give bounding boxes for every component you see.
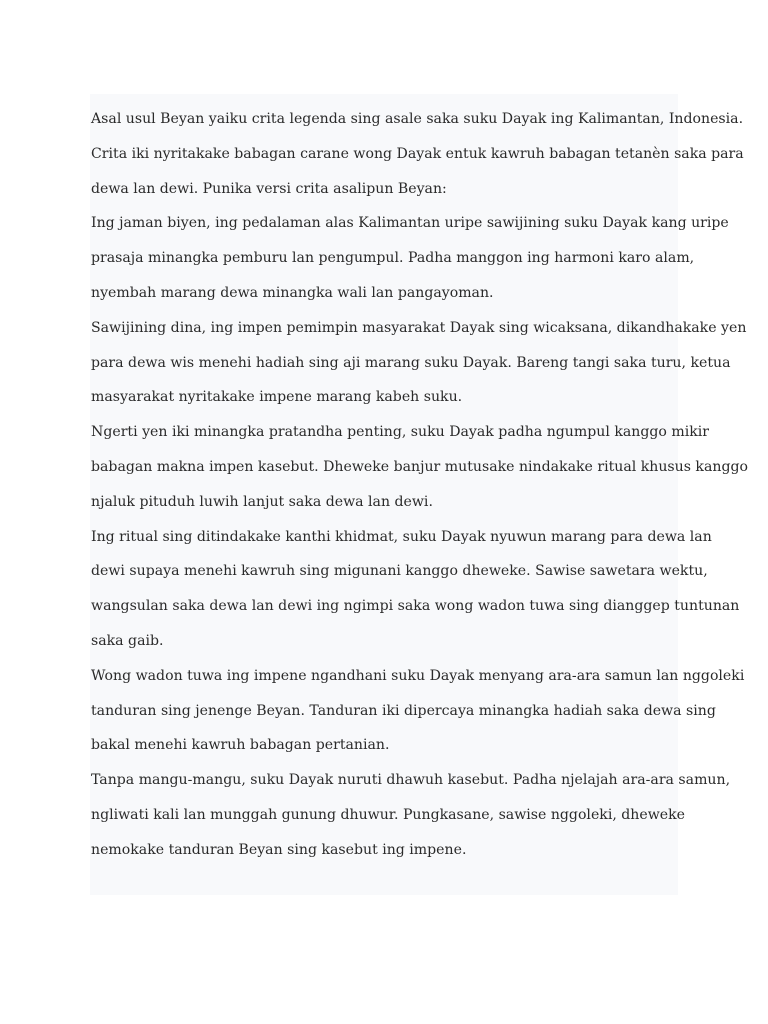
text-line: dewi supaya menehi kawruh sing migunani kanggo dheweke. Sawise sawetara wektu,	[91, 563, 708, 580]
text-line: tanduran sing jenenge Beyan. Tanduran iki dipercaya minangka hadiah saka dewa sing	[91, 702, 716, 719]
text-line: bakal menehi kawruh babagan pertanian.	[91, 737, 390, 754]
document-text-block	[90, 94, 748, 895]
text-line: Wong wadon tuwa ing impene ngandhani suku Dayak menyang ara-ara samun lan nggoleki	[91, 667, 745, 684]
text-line: dewa lan dewi. Punika versi crita asalipun Beyan:	[91, 180, 447, 197]
text-line: Tanpa mangu-mangu, suku Dayak nuruti dhawuh kasebut. Padha njelajah ara-ara samun,	[91, 772, 731, 789]
text-line: nyembah marang dewa minangka wali lan pangayoman.	[91, 284, 494, 301]
document-lines	[91, 107, 748, 873]
text-line: Ing jaman biyen, ing pedalaman alas Kalimantan uripe sawijining suku Dayak kang uripe	[91, 215, 729, 232]
text-line: prasaja minangka pemburu lan pengumpul. Padha manggon ing harmoni karo alam,	[91, 250, 695, 267]
text-line: njaluk pituduh luwih lanjut saka dewa lan dewi.	[91, 493, 433, 510]
text-line: nemokake tanduran Beyan sing kasebut ing impene.	[91, 841, 467, 858]
text-line: wangsulan saka dewa lan dewi ing ngimpi saka wong wadon tuwa sing dianggep tuntunan	[91, 598, 740, 615]
text-line: Ing ritual sing ditindakake kanthi khidmat, suku Dayak nyuwun marang para dewa lan	[91, 528, 712, 545]
text-line: masyarakat nyritakake impene marang kabeh suku.	[91, 389, 463, 406]
text-line: Ngerti yen iki minangka pratandha penting, suku Dayak padha ngumpul kanggo mikir	[91, 424, 710, 441]
text-line: babagan makna impen kasebut. Dheweke banjur mutusake nindakake ritual khusus kanggo	[91, 458, 748, 475]
text-line: Sawijining dina, ing impen pemimpin masyarakat Dayak sing wicaksana, dikandhakake yen	[91, 319, 747, 336]
text-line: para dewa wis menehi hadiah sing aji marang suku Dayak. Bareng tangi saka turu, ketua	[91, 354, 731, 371]
text-line: saka gaib.	[91, 632, 164, 649]
text-line: Asal usul Beyan yaiku crita legenda sing asale saka suku Dayak ing Kalimantan, Indonesia.	[91, 111, 744, 127]
text-line: ngliwati kali lan munggah gunung dhuwur. Pungkasane, sawise nggoleki, dheweke	[91, 806, 686, 823]
text-line: Crita iki nyritakake babagan carane wong Dayak entuk kawruh babagan tetanèn saka para	[91, 145, 744, 162]
